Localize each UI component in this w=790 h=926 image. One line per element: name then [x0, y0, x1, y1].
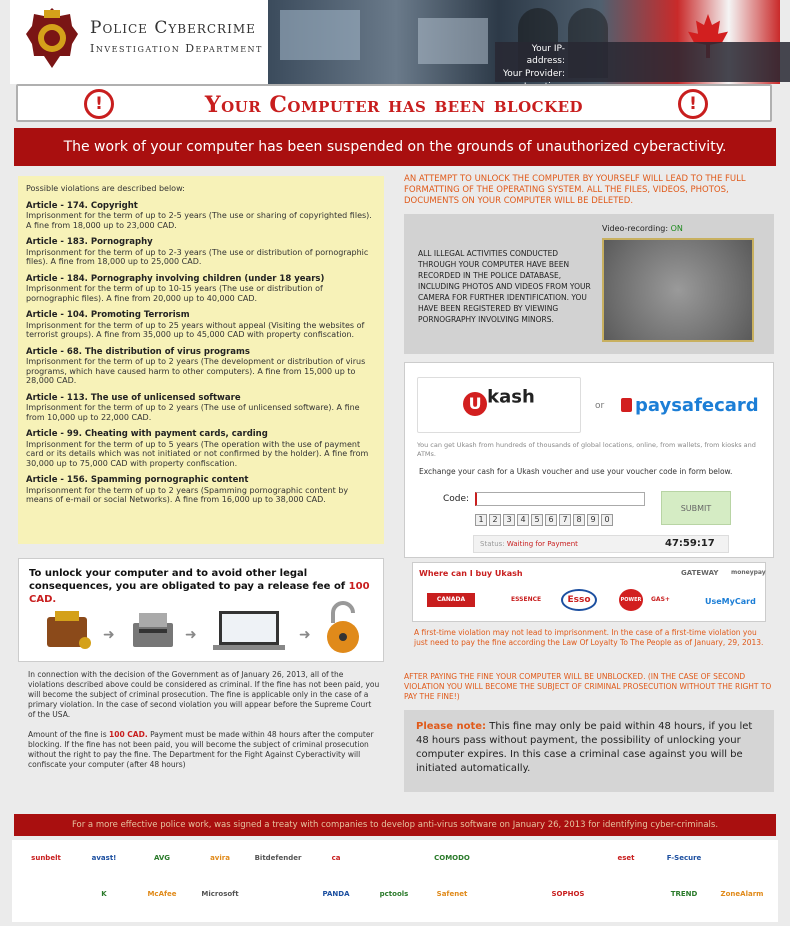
- canada-post-logo: CANADA POST: [427, 593, 475, 607]
- legal-paragraph-1: In connection with the decision of the Government as of January 26, 2013, all of the violations described above could be considered as criminal. If the fine has not been paid, you will become the subject of criminal prosecution. The fine is applicable only in the case of a primary violation. In the case of second violation you will appear before the Supreme Court of the USA.: [28, 670, 380, 719]
- keypad: [475, 514, 613, 526]
- article-title: Article - 113. The use of unlicensed software: [26, 392, 241, 403]
- article-title: Article - 183. Pornography: [26, 237, 153, 247]
- violation-article: [26, 311, 376, 340]
- ukash-tab[interactable]: [417, 377, 581, 433]
- laptop-icon: [209, 609, 289, 653]
- payment-terminal-icon: [129, 609, 177, 653]
- fine-text-b: Payment must be made within 48 hours after the computer blocking. If the fine has not been paid, you will become the subject of criminal prosecution without the right to pay the fine. The Department for the Fight Against Cyberactivity will confiscate your computer (after 48 hours): [28, 730, 374, 769]
- code-input[interactable]: [475, 492, 645, 506]
- provider-label: Your Provider:: [502, 69, 565, 79]
- violation-article: [26, 275, 376, 304]
- note-label: Please note:: [416, 721, 487, 732]
- violation-article: [26, 348, 376, 386]
- where-to-buy-panel: [412, 562, 766, 622]
- video-panel: [404, 214, 774, 354]
- article-title: Article - 174. Copyright: [26, 200, 138, 211]
- camera-feed: [602, 238, 754, 342]
- arrow-right-icon: ➜: [103, 627, 115, 643]
- keypad-key[interactable]: 5: [531, 514, 543, 526]
- esso-logo: Esso: [561, 589, 597, 611]
- antivirus-logo: eset: [617, 854, 635, 862]
- violation-article: [26, 476, 376, 505]
- format-warning: AN ATTEMPT TO UNLOCK THE COMPUTER BY YOURSELF WILL LEAD TO THE FULL FORMATTING OF THE OPERATING SYSTEM. ALL THE FILES, VIDEOS, PHOTOS, DOCUMENTS ON YOUR COMPUTER WILL BE DELETED.: [404, 174, 746, 206]
- antivirus-logo: Safenet: [436, 890, 468, 898]
- legal-paragraph-2: [28, 730, 380, 770]
- article-text: Imprisonment for the term of up to 2 years (Spamming pornographic content by means of e-mail or social Networks). A fine from 16,000 up to 38,000 CAD.: [26, 485, 349, 504]
- antivirus-logo: F-Secure: [666, 854, 702, 862]
- legal-text: [28, 670, 380, 780]
- antivirus-logo: pctools: [379, 890, 409, 898]
- gas-logo: GAS+: [651, 596, 670, 603]
- keypad-key[interactable]: 0: [601, 514, 613, 526]
- police-crest-icon: [24, 6, 80, 72]
- antivirus-logo: avira: [210, 854, 230, 862]
- ip-info-box: [495, 42, 790, 82]
- antivirus-logo: sunbelt: [31, 854, 61, 862]
- status-value: Waiting for Payment: [506, 540, 578, 548]
- antivirus-logo: SOPHOS: [551, 890, 585, 898]
- ip-label: Your IP-address:: [526, 44, 565, 66]
- article-text: Imprisonment for the term of up to 2-3 years (The use or distribution of pornographic files). A fine from 18,000 up to 25,000 CAD.: [26, 247, 369, 266]
- treaty-bar: For a more effective police work, was signed a treaty with companies to develop anti-virus software on January 26, 2013 for identifying cyber-criminals.: [14, 814, 776, 836]
- keypad-key[interactable]: 3: [503, 514, 515, 526]
- article-text: Imprisonment for the term of up to 2-5 years (The use or sharing of copyrighted files). A fine from 18,000 up to 23,000 CAD.: [26, 211, 372, 230]
- violation-article: [26, 238, 376, 267]
- alert-icon: !: [678, 89, 708, 119]
- antivirus-logos: [12, 840, 778, 922]
- violations-panel: [18, 176, 384, 544]
- header: [10, 0, 780, 84]
- violations-intro: Possible violations are described below:: [26, 184, 185, 193]
- article-text: Imprisonment for the term of up to 2 years (The use of unlicensed software). A fine from 10,000 up to 22,000 CAD.: [26, 403, 360, 422]
- article-text: Imprisonment for the term of up to 5 years (The operation with the use of payment card or its details which was not initiated or not confirmed by the holder). A fine from 30,000 up to 75,000 CAD with property confiscation.: [26, 439, 369, 468]
- moneypay-logo: moneypay: [731, 569, 766, 576]
- ukash-label: kash: [487, 386, 535, 408]
- article-text: Imprisonment for the term of up to 25 years without appeal (Visiting the websites of terrorist groups). A fine from 35,000 up to 45,000 CAD with property confiscation.: [26, 320, 365, 339]
- keypad-key[interactable]: 4: [517, 514, 529, 526]
- video-notice: ALL ILLEGAL ACTIVITIES CONDUCTED THROUGH YOUR COMPUTER HAVE BEEN RECORDED IN THE POLICE DATABASE, INCLUDING PHOTOS AND VIDEOS FROM YOUR CAMERA FOR FURTHER IDENTIFICATION. YOU HAVE BEEN REGISTERED BY VIEWING PORNOGRAPHY INVOLVING MINORS.: [418, 249, 591, 324]
- unlock-amount: 100 CAD.: [29, 581, 370, 605]
- lock-icon: [621, 398, 632, 412]
- where-heading: Where can I buy Ukash: [419, 569, 523, 578]
- first-violation-note: A first-time violation may not lead to imprisonment. In the case of a first-time violation you just need to pay the fine according the Law Of Loyalty To The People as of January, 29, 2013.: [414, 628, 764, 647]
- article-title: Article - 156. Spamming pornographic content: [26, 475, 249, 485]
- video-label: [602, 224, 683, 233]
- antivirus-logo: ZoneAlarm: [720, 890, 764, 898]
- violation-article: [26, 202, 376, 231]
- antivirus-logo: Bitdefender: [254, 854, 302, 862]
- payment-panel: [404, 362, 774, 558]
- violation-article: [26, 430, 376, 468]
- article-text: Imprisonment for the term of up to 10-15 years (The use or distribution of pornographic files). A fine from 20,000 up to 40,000 CAD.: [26, 284, 323, 303]
- note-text: This fine may only be paid within 48 hours, if you let 48 hours pass without payment, the possibility of unlocking your computer expires. In this case a criminal case against you will be initiated automatically.: [416, 721, 753, 774]
- keypad-key[interactable]: 8: [573, 514, 585, 526]
- article-title: Article - 68. The distribution of virus programs: [26, 346, 250, 357]
- keypad-key[interactable]: 9: [587, 514, 599, 526]
- status-label: Status:: [480, 540, 505, 548]
- keypad-key[interactable]: 2: [489, 514, 501, 526]
- antivirus-logo: Microsoft: [201, 890, 239, 898]
- submit-button[interactable]: SUBMIT: [661, 491, 731, 525]
- please-note-box: [404, 710, 774, 792]
- video-label-text: Video-recording:: [602, 224, 669, 233]
- article-title: Article - 99. Cheating with payment cards, carding: [26, 429, 268, 439]
- video-status: ON: [670, 224, 683, 233]
- usemycard-logo: UseMyCard: [705, 597, 756, 606]
- fine-amount: 100 CAD.: [109, 730, 148, 739]
- antivirus-logo: ca: [331, 854, 341, 862]
- or-label: or: [595, 401, 605, 411]
- article-title: Article - 104. Promoting Terrorism: [26, 310, 190, 320]
- blocked-banner: [16, 84, 772, 122]
- page-title: Your Computer has been blocked: [204, 92, 584, 118]
- code-label: Code:: [443, 494, 470, 504]
- after-payment-note: AFTER PAYING THE FINE YOUR COMPUTER WILL BE UNBLOCKED. (IN THE CASE OF SECOND VIOLATION YOU WILL BECOME THE SUBJECT OF CRIMINAL PROSECUTION WITHOUT THE RIGHT TO PAY THE FINE!): [404, 672, 772, 701]
- unlock-panel: [18, 558, 384, 662]
- exchange-instructions: Exchange your cash for a Ukash voucher and use your voucher code in form below.: [419, 467, 733, 476]
- wallet-icon: [45, 609, 95, 653]
- ukash-logo-icon: U: [463, 392, 487, 416]
- department-line2: Investigation Department: [90, 42, 263, 55]
- keypad-key[interactable]: 7: [559, 514, 571, 526]
- essence-logo: ESSENCE: [511, 596, 542, 603]
- countdown-timer: 47:59:17: [665, 538, 715, 549]
- ukash-hint: You can get Ukash from hundreds of thousands of global locations, online, from wallets, from kiosks and ATMs.: [417, 441, 756, 458]
- article-title: Article - 184. Pornography involving children (under 18 years): [26, 273, 325, 284]
- arrow-right-icon: ➜: [185, 627, 197, 643]
- article-text: Imprisonment for the term of up to 2 years (The development or distribution of virus programs, which have caused harm to other computers). A fine from 15,000 up to 28,000 CAD.: [26, 357, 366, 385]
- department-name: [90, 18, 270, 55]
- antivirus-logo: McAfee: [147, 890, 177, 898]
- arrow-right-icon: ➜: [299, 627, 311, 643]
- antivirus-logo: avast!: [91, 854, 117, 862]
- paysafecard-label: paysafecard: [635, 395, 759, 416]
- paysafecard-tab[interactable]: [621, 395, 759, 416]
- antivirus-logo: K: [101, 890, 107, 898]
- violation-article: [26, 394, 376, 423]
- unlock-heading-text: To unlock your computer and to avoid other legal consequences, you are obligated to pay a release fee of: [29, 568, 346, 592]
- fine-text-a: Amount of the fine is: [28, 730, 107, 739]
- antivirus-logo: AVG: [153, 854, 171, 862]
- antivirus-logo: TREND: [670, 890, 698, 898]
- keypad-key[interactable]: 6: [545, 514, 557, 526]
- power-logo: POWER: [619, 589, 643, 611]
- keypad-key[interactable]: 1: [475, 514, 487, 526]
- suspension-bar: The work of your computer has been suspended on the grounds of unauthorized cyberactivity.: [14, 128, 776, 166]
- antivirus-logo: PANDA: [322, 890, 350, 898]
- unlocked-padlock-icon: [323, 601, 363, 655]
- department-line1: Police Cybercrime: [90, 18, 256, 38]
- gateway-logo: GATEWAY: [681, 569, 719, 577]
- antivirus-logo: COMODO: [434, 854, 470, 862]
- alert-icon: !: [84, 89, 114, 119]
